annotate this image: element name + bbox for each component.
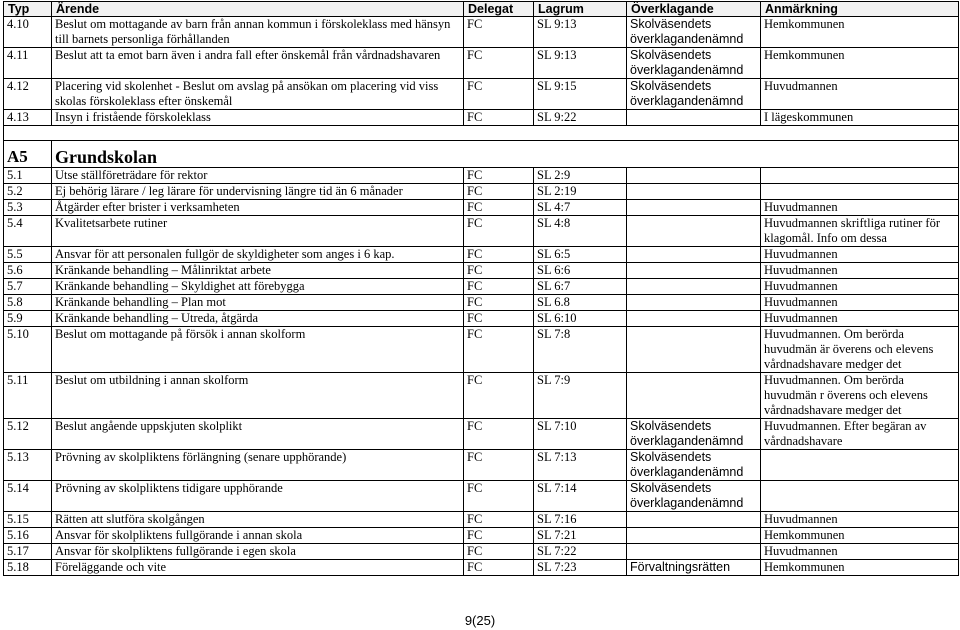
row-delegat: FC bbox=[464, 450, 534, 481]
row-overklagande bbox=[627, 544, 761, 560]
row-overklagande bbox=[627, 528, 761, 544]
page-number: 9(25) bbox=[464, 613, 496, 628]
row-lagrum: SL 7:9 bbox=[534, 373, 627, 419]
row-lagrum: SL 2:19 bbox=[534, 184, 627, 200]
table-row bbox=[4, 327, 959, 373]
row-lagrum: SL 9:22 bbox=[534, 110, 627, 126]
row-number: 5.8 bbox=[4, 295, 52, 311]
row-delegat: FC bbox=[464, 279, 534, 295]
delegation-table bbox=[3, 1, 959, 576]
row-arende: Beslut om mottagande av barn från annan kommun i förskoleklass med hänsyn till barnets personliga förhållanden bbox=[52, 17, 464, 48]
row-delegat: FC bbox=[464, 544, 534, 560]
row-delegat: FC bbox=[464, 327, 534, 373]
row-overklagande bbox=[627, 216, 761, 247]
section-title bbox=[52, 141, 959, 168]
row-overklagande bbox=[627, 279, 761, 295]
section-spacer bbox=[4, 126, 959, 168]
row-lagrum: SL 4:8 bbox=[534, 216, 627, 247]
table-row bbox=[4, 216, 959, 247]
row-number: 5.9 bbox=[4, 311, 52, 327]
row-anmarkning: Huvudmannen bbox=[761, 247, 959, 263]
row-delegat: FC bbox=[464, 184, 534, 200]
header-overklagande: Överklagande bbox=[627, 2, 761, 17]
row-anmarkning: Huvudmannen. Efter begäran av vårdnadshavare bbox=[761, 419, 959, 450]
row-number: 5.3 bbox=[4, 200, 52, 216]
row-delegat: FC bbox=[464, 48, 534, 79]
table-row bbox=[4, 79, 959, 110]
row-arende: Kränkande behandling – Skyldighet att förebygga bbox=[52, 279, 464, 295]
row-arende: Ansvar för att personalen fullgör de skyldigheter som anges i 6 kap. bbox=[52, 247, 464, 263]
row-overklagande: Skolväsendets överklagandenämnd bbox=[627, 48, 761, 79]
row-number: 5.5 bbox=[4, 247, 52, 263]
row-number: 4.13 bbox=[4, 110, 52, 126]
row-arende: Rätten att slutföra skolgången bbox=[52, 512, 464, 528]
table-row bbox=[4, 247, 959, 263]
blank-row bbox=[4, 126, 959, 141]
row-anmarkning: Huvudmannen. Om berörda huvudmän är överens och elevens vårdnadshavare medger det bbox=[761, 327, 959, 373]
blank-cell bbox=[4, 126, 959, 141]
row-arende: Kränkande behandling – Utreda, åtgärda bbox=[52, 311, 464, 327]
row-anmarkning: Hemkommunen bbox=[761, 560, 959, 576]
row-overklagande bbox=[627, 295, 761, 311]
header-delegat: Delegat bbox=[464, 2, 534, 17]
header-arende: Ärende bbox=[52, 2, 464, 17]
row-arende: Kvalitetsarbete rutiner bbox=[52, 216, 464, 247]
row-overklagande: Förvaltningsrätten bbox=[627, 560, 761, 576]
table-row bbox=[4, 17, 959, 48]
row-number: 5.12 bbox=[4, 419, 52, 450]
row-arende: Kränkande behandling – Plan mot bbox=[52, 295, 464, 311]
row-overklagande bbox=[627, 184, 761, 200]
row-arende: Ansvar för skolpliktens fullgörande i egen skola bbox=[52, 544, 464, 560]
row-lagrum: SL 9:13 bbox=[534, 17, 627, 48]
row-lagrum: SL 7:23 bbox=[534, 560, 627, 576]
row-delegat: FC bbox=[464, 373, 534, 419]
row-anmarkning: I lägeskommunen bbox=[761, 110, 959, 126]
row-arende: Beslut angående uppskjuten skolplikt bbox=[52, 419, 464, 450]
table-row bbox=[4, 48, 959, 79]
table-row bbox=[4, 528, 959, 544]
row-anmarkning: Hemkommunen bbox=[761, 528, 959, 544]
row-lagrum: SL 6:10 bbox=[534, 311, 627, 327]
row-anmarkning: Huvudmannen bbox=[761, 263, 959, 279]
row-arende: Beslut att ta emot barn även i andra fall efter önskemål från vårdnadshavaren bbox=[52, 48, 464, 79]
row-anmarkning bbox=[761, 184, 959, 200]
section-number-text: A5 bbox=[7, 147, 28, 166]
row-number: 5.16 bbox=[4, 528, 52, 544]
header-lagrum: Lagrum bbox=[534, 2, 627, 17]
row-overklagande bbox=[627, 327, 761, 373]
row-lagrum: SL 2:9 bbox=[534, 168, 627, 184]
row-lagrum: SL 9:13 bbox=[534, 48, 627, 79]
row-arende: Utse ställföreträdare för rektor bbox=[52, 168, 464, 184]
row-overklagande: Skolväsendets överklagandenämnd bbox=[627, 79, 761, 110]
row-delegat: FC bbox=[464, 110, 534, 126]
row-lagrum: SL 7:10 bbox=[534, 419, 627, 450]
row-number: 5.10 bbox=[4, 327, 52, 373]
row-arende: Åtgärder efter brister i verksamheten bbox=[52, 200, 464, 216]
row-number: 5.15 bbox=[4, 512, 52, 528]
row-arende: Prövning av skolpliktens tidigare upphörande bbox=[52, 481, 464, 512]
table-row bbox=[4, 184, 959, 200]
row-arende: Ansvar för skolpliktens fullgörande i annan skola bbox=[52, 528, 464, 544]
table-row bbox=[4, 279, 959, 295]
header-anmarkning: Anmärkning bbox=[761, 2, 959, 17]
row-number: 5.6 bbox=[4, 263, 52, 279]
row-lagrum: SL 7:16 bbox=[534, 512, 627, 528]
row-delegat: FC bbox=[464, 17, 534, 48]
row-overklagande: Skolväsendets överklagandenämnd bbox=[627, 17, 761, 48]
row-number: 4.12 bbox=[4, 79, 52, 110]
row-overklagande bbox=[627, 168, 761, 184]
row-arende: Beslut om mottagande på försök i annan skolform bbox=[52, 327, 464, 373]
row-overklagande bbox=[627, 110, 761, 126]
row-anmarkning: Huvudmannen bbox=[761, 279, 959, 295]
row-number: 5.17 bbox=[4, 544, 52, 560]
row-arende: Prövning av skolpliktens förlängning (senare upphörande) bbox=[52, 450, 464, 481]
table-body-a5 bbox=[4, 168, 959, 576]
section-title-text: Grundskolan bbox=[55, 147, 158, 167]
table-row bbox=[4, 512, 959, 528]
row-anmarkning bbox=[761, 481, 959, 512]
row-overklagande bbox=[627, 373, 761, 419]
row-arende: Föreläggande och vite bbox=[52, 560, 464, 576]
row-delegat: FC bbox=[464, 79, 534, 110]
row-delegat: FC bbox=[464, 419, 534, 450]
table-header-row bbox=[4, 2, 959, 17]
table-row bbox=[4, 450, 959, 481]
row-overklagande bbox=[627, 247, 761, 263]
row-delegat: FC bbox=[464, 481, 534, 512]
row-number: 5.1 bbox=[4, 168, 52, 184]
row-anmarkning bbox=[761, 168, 959, 184]
table-row bbox=[4, 200, 959, 216]
header-typ: Typ bbox=[4, 2, 52, 17]
row-lagrum: SL 6:5 bbox=[534, 247, 627, 263]
row-anmarkning: Huvudmannen bbox=[761, 311, 959, 327]
row-delegat: FC bbox=[464, 200, 534, 216]
row-arende: Beslut om utbildning i annan skolform bbox=[52, 373, 464, 419]
row-lagrum: SL 7:14 bbox=[534, 481, 627, 512]
row-number: 4.11 bbox=[4, 48, 52, 79]
table-row bbox=[4, 481, 959, 512]
row-anmarkning: Hemkommunen bbox=[761, 17, 959, 48]
row-lagrum: SL 6:7 bbox=[534, 279, 627, 295]
row-number: 4.10 bbox=[4, 17, 52, 48]
row-delegat: FC bbox=[464, 512, 534, 528]
row-anmarkning: Huvudmannen. Om berörda huvudmän r överens och elevens vårdnadshavare medger det bbox=[761, 373, 959, 419]
section-number bbox=[4, 141, 52, 168]
row-lagrum: SL 9:15 bbox=[534, 79, 627, 110]
table-row bbox=[4, 311, 959, 327]
table-row bbox=[4, 263, 959, 279]
row-overklagande bbox=[627, 311, 761, 327]
row-number: 5.4 bbox=[4, 216, 52, 247]
table-row bbox=[4, 419, 959, 450]
row-delegat: FC bbox=[464, 528, 534, 544]
row-lagrum: SL 7:8 bbox=[534, 327, 627, 373]
row-lagrum: SL 7:21 bbox=[534, 528, 627, 544]
row-anmarkning: Hemkommunen bbox=[761, 48, 959, 79]
table-row bbox=[4, 544, 959, 560]
row-overklagande: Skolväsendets överklagandenämnd bbox=[627, 450, 761, 481]
row-anmarkning: Huvudmannen bbox=[761, 79, 959, 110]
row-arende: Insyn i fristående förskoleklass bbox=[52, 110, 464, 126]
row-overklagande: Skolväsendets överklagandenämnd bbox=[627, 481, 761, 512]
row-lagrum: SL 4:7 bbox=[534, 200, 627, 216]
row-arende: Placering vid skolenhet - Beslut om avslag på ansökan om placering vid viss skolas förskoleklass efter önskemål bbox=[52, 79, 464, 110]
row-delegat: FC bbox=[464, 263, 534, 279]
table-row bbox=[4, 295, 959, 311]
row-anmarkning: Huvudmannen bbox=[761, 200, 959, 216]
row-delegat: FC bbox=[464, 216, 534, 247]
row-overklagande bbox=[627, 263, 761, 279]
row-arende: Ej behörig lärare / leg lärare för undervisning längre tid än 6 månader bbox=[52, 184, 464, 200]
row-number: 5.11 bbox=[4, 373, 52, 419]
row-anmarkning bbox=[761, 450, 959, 481]
row-anmarkning: Huvudmannen bbox=[761, 295, 959, 311]
row-overklagande bbox=[627, 512, 761, 528]
row-anmarkning: Huvudmannen skriftliga rutiner för klagomål. Info om dessa bbox=[761, 216, 959, 247]
row-delegat: FC bbox=[464, 295, 534, 311]
section-header-row bbox=[4, 141, 959, 168]
table-row bbox=[4, 373, 959, 419]
row-number: 5.13 bbox=[4, 450, 52, 481]
table-body-a4 bbox=[4, 17, 959, 126]
table-row bbox=[4, 560, 959, 576]
row-overklagande bbox=[627, 200, 761, 216]
row-delegat: FC bbox=[464, 311, 534, 327]
table-row bbox=[4, 168, 959, 184]
row-lagrum: SL 7:13 bbox=[534, 450, 627, 481]
row-anmarkning: Huvudmannen bbox=[761, 544, 959, 560]
row-number: 5.2 bbox=[4, 184, 52, 200]
row-anmarkning: Huvudmannen bbox=[761, 512, 959, 528]
row-lagrum: SL 6.8 bbox=[534, 295, 627, 311]
table-row bbox=[4, 110, 959, 126]
row-delegat: FC bbox=[464, 247, 534, 263]
row-lagrum: SL 7:22 bbox=[534, 544, 627, 560]
row-number: 5.7 bbox=[4, 279, 52, 295]
row-delegat: FC bbox=[464, 168, 534, 184]
row-overklagande: Skolväsendets överklagandenämnd bbox=[627, 419, 761, 450]
row-lagrum: SL 6:6 bbox=[534, 263, 627, 279]
row-number: 5.14 bbox=[4, 481, 52, 512]
row-delegat: FC bbox=[464, 560, 534, 576]
row-number: 5.18 bbox=[4, 560, 52, 576]
row-arende: Kränkande behandling – Målinriktat arbete bbox=[52, 263, 464, 279]
